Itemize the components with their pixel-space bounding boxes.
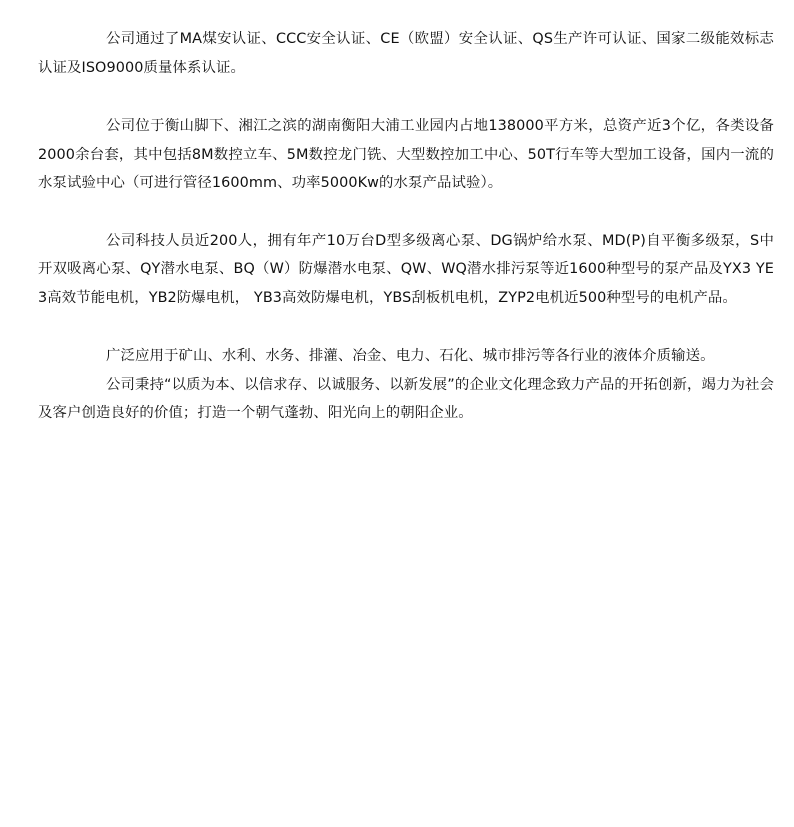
paragraph-location-assets: 公司位于衡山脚下、湘江之滨的湖南衡阳大浦工业园内占地138000平方米，总资产近3个亿，各类设备2000余台套，其中包括8M数控立车、5M数控龙门铣、大型数控加工中心、50T行车等大型加工设备，国内一流的水泵试验中心（可进行管径1600mm、功率5000Kw的水泵产品试验）。 [38,118,774,191]
document-body [38,25,774,428]
paragraph-culture: 公司秉持“以质为本、以信求存、以诚服务、以新发展”的企业文化理念致力产品的开拓创新，竭力为社会及客户创造良好的价值；打造一个朝气蓬勃、阳光向上的朝阳企业。 [38,376,774,421]
paragraph-products: 公司科技人员近200人，拥有年产10万台D型多级离心泵、DG锅炉给水泵、MD(P)自平衡多级泵，S中开双吸离心泵、QY潜水电泵、BQ（W）防爆潜水电泵、QW、WQ潜水排污泵等近1600种型号的泵产品及YX3 YE3高效节能电机，YB2防爆电机， YB3高效防爆电机，YBS刮板机电机，ZYP2电机近500种型号的电机产品。 [38,232,774,306]
paragraph-certifications: 公司通过了MA煤安认证、CCC安全认证、CE（欧盟）安全认证、QS生产许可认证、国家二级能效标志认证及ISO9000质量体系认证。 [38,31,774,76]
paragraph-applications: 广泛应用于矿山、水利、水务、排灌、冶金、电力、石化、城市排污等各行业的液体介质输送。 [106,348,715,364]
